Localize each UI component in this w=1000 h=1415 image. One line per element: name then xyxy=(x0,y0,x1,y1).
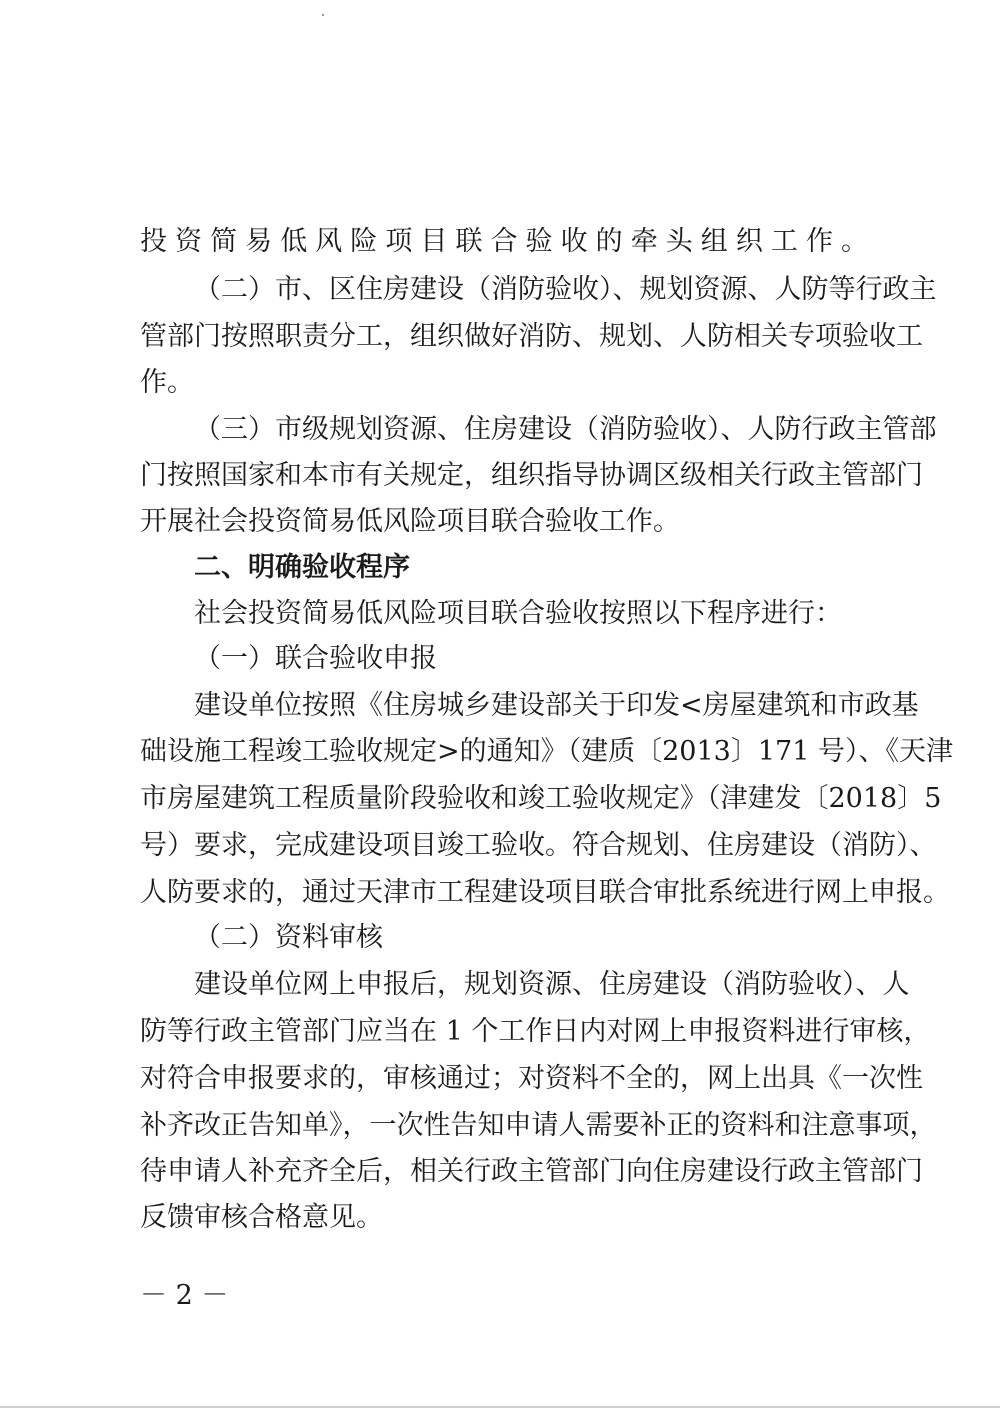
page-number: － 2 － xyxy=(140,1280,229,1311)
body-line: 门按照国家和本市有关规定，组织指导协调区级相关行政主管部门 xyxy=(140,460,923,491)
body-line: 开展社会投资简易低风险项目联合验收工作。 xyxy=(140,506,680,537)
body-line: 人防要求的，通过天津市工程建设项目联合审批系统进行网上申报。 xyxy=(140,877,950,908)
body-line: 建设单位按照《住房城乡建设部关于印发<房屋建筑和市政基 xyxy=(194,690,919,721)
body-line: 反馈审核合格意见。 xyxy=(140,1202,383,1233)
body-line: （三）市级规划资源、住房建设（消防验收）、人防行政主管部 xyxy=(194,414,937,445)
body-line: 社会投资简易低风险项目联合验收按照以下程序进行： xyxy=(194,598,842,629)
subsection-heading: （一）联合验收申报 xyxy=(194,643,437,674)
body-line: 待申请人补充齐全后，相关行政主管部门向住房建设行政主管部门 xyxy=(140,1156,923,1187)
body-line: 防等行政主管部门应当在 1 个工作日内对网上申报资料进行审核， xyxy=(140,1016,931,1047)
subsection-heading: （二）资料审核 xyxy=(194,922,383,953)
scan-mark xyxy=(322,14,324,16)
section-heading: 二、明确验收程序 xyxy=(194,552,410,583)
body-line: 号）要求，完成建设项目竣工验收。符合规划、住房建设（消防）、 xyxy=(140,830,937,861)
body-line: （二）市、区住房建设（消防验收）、规划资源、人防等行政主 xyxy=(194,274,937,305)
scan-edge-line xyxy=(0,1406,1000,1408)
body-line: 作。 xyxy=(140,367,194,398)
body-line: 补齐改正告知单》，一次性告知申请人需要补正的资料和注意事项， xyxy=(140,1110,937,1141)
body-line: 对符合申报要求的，审核通过；对资料不全的，网上出具《一次性 xyxy=(140,1063,923,1094)
body-line: 投资简易低风险项目联合验收的牵头组织工作。 xyxy=(140,226,868,257)
body-line: 管部门按照职责分工，组织做好消防、规划、人防相关专项验收工 xyxy=(140,321,923,352)
body-line: 础设施工程竣工验收规定>的通知》（建质〔2013〕171 号）、《天津 xyxy=(140,736,953,767)
body-line: 市房屋建筑工程质量阶段验收和竣工验收规定》（津建发〔2018〕5 xyxy=(140,783,942,814)
body-line: 建设单位网上申报后，规划资源、住房建设（消防验收）、人 xyxy=(194,969,910,1000)
